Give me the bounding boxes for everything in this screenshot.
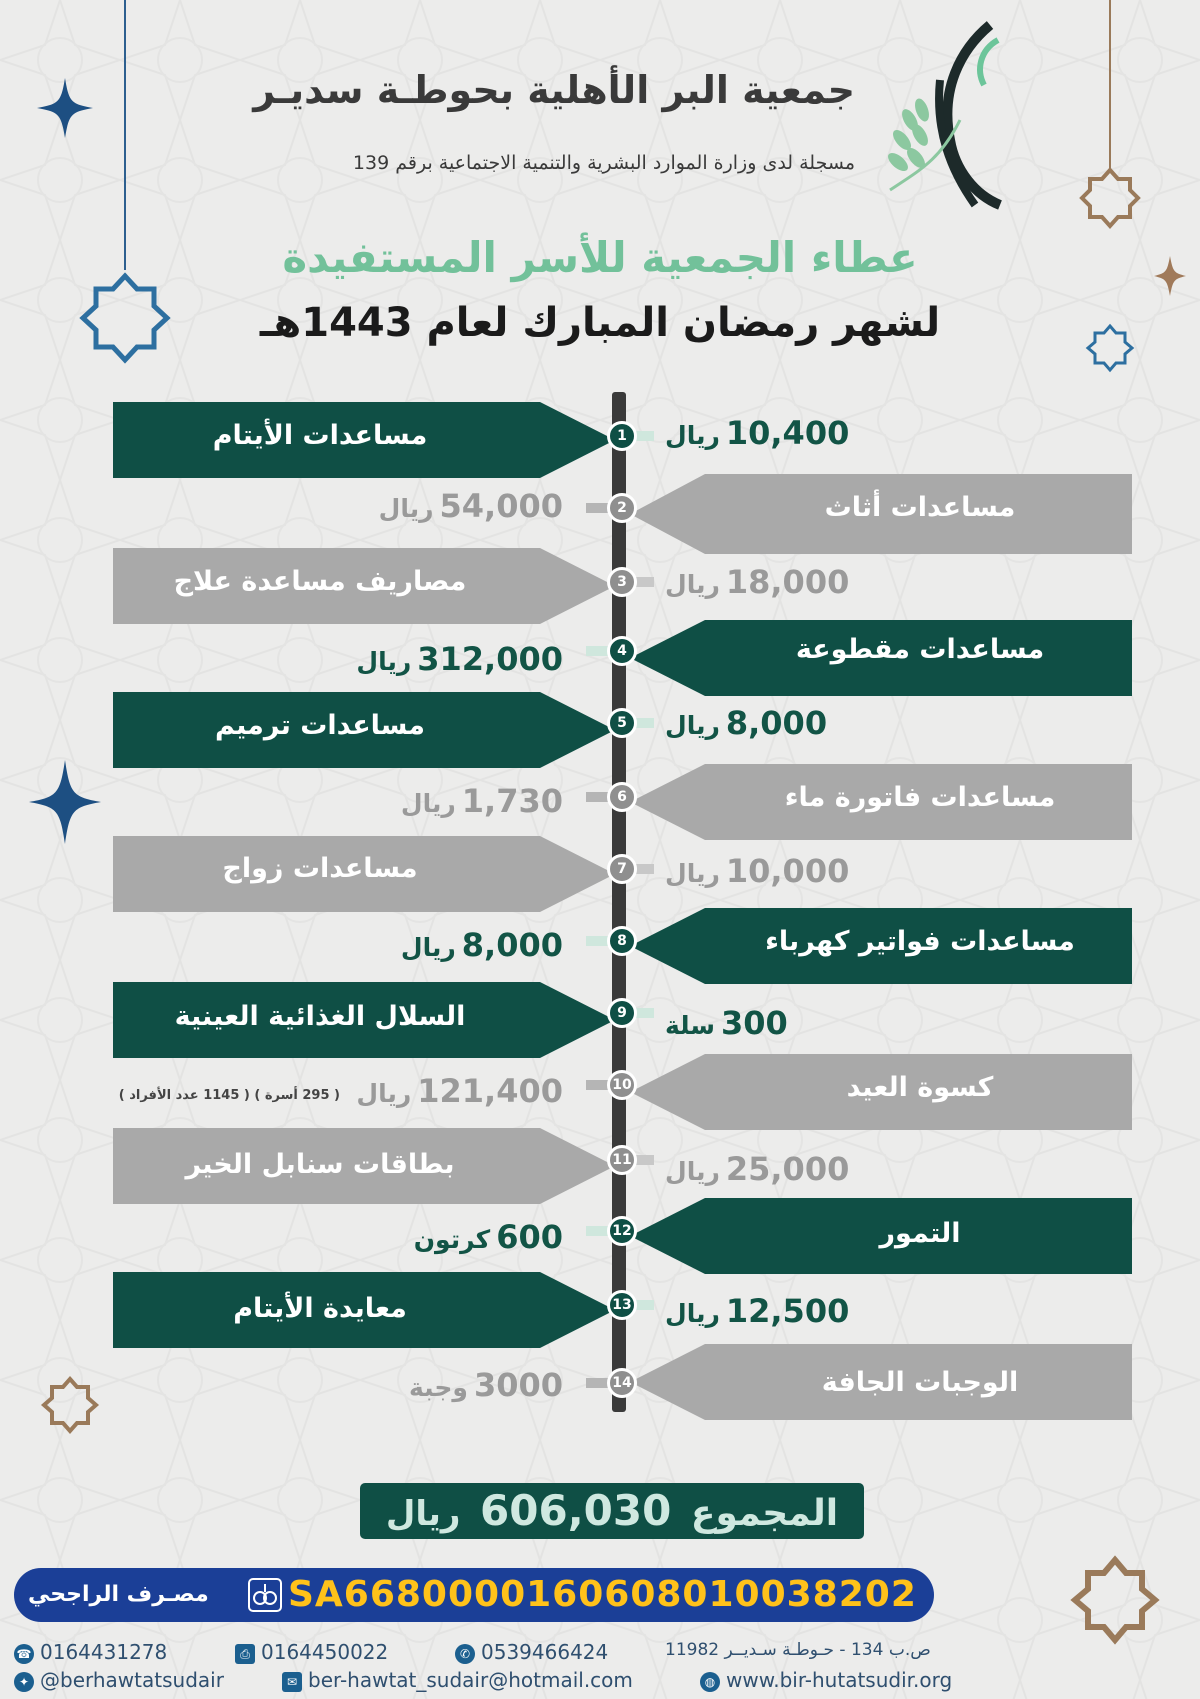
bank-name: مصـرف الراجحي: [28, 1582, 209, 1607]
item-10-extra-note: ( 295 أسرة ) ( 1145 عدد الأفراد ): [118, 1088, 340, 1103]
item-11-value: [665, 1150, 849, 1188]
item-6-unit: ريال: [400, 789, 456, 818]
item-8-value: [401, 926, 563, 964]
item-7-unit: ريال: [665, 859, 720, 888]
item-1-number: 1: [607, 421, 637, 451]
sparkle-left-mid: [29, 760, 101, 844]
item-5-label: مساعدات ترميم: [214, 710, 425, 741]
item-1-label: مساعدات الأيتام: [212, 420, 428, 451]
po-box: ص.ب 134 - حـوطـة سـديــر 11982: [665, 1640, 931, 1660]
item-4-number: 4: [607, 636, 637, 666]
total-label: المجموع: [690, 1493, 839, 1534]
total-amount: 606,030: [480, 1486, 672, 1535]
phone-icon: ☎: [14, 1644, 34, 1664]
star-ornament-left-bottom: [44, 1379, 96, 1431]
item-3-value: [665, 563, 849, 601]
email-icon: ✉: [282, 1672, 302, 1692]
item-13-label: معايدة الأيتام: [233, 1293, 407, 1324]
item-9-value: [665, 1004, 788, 1042]
item-14-value: [409, 1366, 563, 1404]
item-6-number: 6: [607, 782, 637, 812]
twitter-icon: ✦: [14, 1672, 34, 1692]
star-ornament-right-top: [1082, 170, 1138, 226]
item-10-label: كسوة العيد: [846, 1072, 994, 1103]
item-10-value: [356, 1072, 563, 1110]
item-12-unit: كرتون: [413, 1225, 491, 1254]
item-13-unit: ريال: [665, 1299, 720, 1328]
whatsapp-contact[interactable]: [455, 1640, 608, 1664]
email-address: ber-hawtat_sudair@hotmail.com: [308, 1668, 633, 1692]
item-3-label: مصاريف مساعدة علاج: [173, 566, 467, 597]
iban-number[interactable]: SA6680000160608010038202: [288, 1574, 917, 1615]
registration-text: مسجلة لدى وزارة الموارد البشرية والتنمية الاجتماعية برقم 139: [352, 152, 855, 174]
item-7-label: مساعدات زواج: [222, 853, 418, 884]
email-contact[interactable]: [282, 1668, 633, 1692]
item-5-unit: ريال: [665, 711, 720, 740]
star-ornament-right-bottom: [1075, 1560, 1155, 1640]
globe-icon: ◍: [700, 1672, 720, 1692]
whatsapp-icon: ✆: [455, 1644, 475, 1664]
item-13-number: 13: [607, 1290, 637, 1320]
item-8-label: مساعدات فواتير كهرباء: [765, 926, 1075, 957]
item-1-value: [665, 414, 849, 452]
item-2-label: مساعدات أثاث: [824, 492, 1016, 523]
item-4-value: [356, 640, 563, 678]
item-10-number: 10: [607, 1070, 637, 1100]
phone-contact[interactable]: [14, 1640, 167, 1664]
item-4-unit: ريال: [356, 647, 412, 676]
alrajhi-bank-icon: [248, 1578, 282, 1612]
item-8-unit: ريال: [400, 933, 456, 962]
headline-secondary: لشهر رمضان المبارك لعام 1443هـ: [259, 300, 941, 346]
fax-icon: ⎙: [235, 1644, 255, 1664]
item-5-number: 5: [607, 708, 637, 738]
item-13-amount: 12,500: [725, 1292, 850, 1330]
item-8-amount: 8,000: [461, 926, 563, 964]
item-2-amount: 54,000: [439, 487, 563, 525]
item-10-amount: 121,400: [417, 1072, 563, 1110]
item-12-value: [414, 1218, 563, 1256]
phone-number: 0164431278: [40, 1640, 168, 1664]
twitter-contact[interactable]: [14, 1668, 224, 1692]
item-3-number: 3: [607, 567, 637, 597]
item-2-number: 2: [607, 493, 637, 523]
website-url: www.bir-hutatsudir.org: [726, 1668, 953, 1692]
headline-primary: عطاء الجمعية للأسر المستفيدة: [282, 233, 918, 282]
item-6-amount: 1,730: [461, 782, 563, 820]
item-7-value: [665, 852, 849, 890]
item-5-amount: 8,000: [725, 704, 828, 742]
item-4-label: مساعدات مقطوعة: [795, 634, 1045, 665]
website-contact[interactable]: [700, 1668, 952, 1692]
item-8-number: 8: [607, 926, 637, 956]
item-9-number: 9: [607, 998, 637, 1028]
item-12-number: 12: [607, 1216, 637, 1246]
item-14-label: الوجبات الجافة: [821, 1367, 1019, 1398]
item-4-amount: 312,000: [417, 640, 563, 678]
item-9-amount: 300: [720, 1004, 788, 1042]
twitter-handle: @berhawtatsudair: [40, 1668, 224, 1692]
item-2-unit: ريال: [378, 494, 434, 523]
wheat-crescent-logo: [880, 10, 1020, 215]
item-14-number: 14: [607, 1368, 637, 1398]
item-3-unit: ريال: [665, 570, 720, 599]
item-11-label: بطاقات سنابل الخير: [185, 1149, 455, 1180]
org-name: جمعية البر الأهلية بحوطـة سديـر: [253, 68, 855, 112]
item-6-value: [401, 782, 563, 820]
item-12-label: التمور: [879, 1218, 961, 1249]
item-1-amount: 10,400: [725, 414, 850, 452]
item-10-unit: ريال: [356, 1079, 412, 1108]
total-banner: [360, 1483, 864, 1539]
item-7-amount: 10,000: [725, 852, 850, 890]
item-11-number: 11: [607, 1145, 637, 1175]
item-2-value: [379, 487, 563, 525]
fax-contact[interactable]: [235, 1640, 388, 1664]
item-11-unit: ريال: [665, 1157, 720, 1186]
sparkle-left-top: [37, 78, 93, 138]
item-7-number: 7: [607, 854, 637, 884]
item-9-unit: سلة: [665, 1011, 715, 1040]
item-3-amount: 18,000: [725, 563, 850, 601]
item-13-value: [665, 1292, 849, 1330]
whatsapp-number: 0539466424: [481, 1640, 609, 1664]
item-11-amount: 25,000: [725, 1150, 850, 1188]
item-14-amount: 3000: [473, 1366, 563, 1404]
total-unit: ريال: [385, 1494, 461, 1534]
item-5-value: [665, 704, 827, 742]
item-1-unit: ريال: [665, 421, 720, 450]
item-6-label: مساعدات فاتورة ماء: [784, 782, 1056, 813]
fax-number: 0164450022: [261, 1640, 389, 1664]
item-12-amount: 600: [496, 1218, 563, 1256]
item-14-unit: وجبة: [409, 1373, 468, 1402]
item-9-label: السلال الغذائية العينية: [174, 1001, 466, 1032]
